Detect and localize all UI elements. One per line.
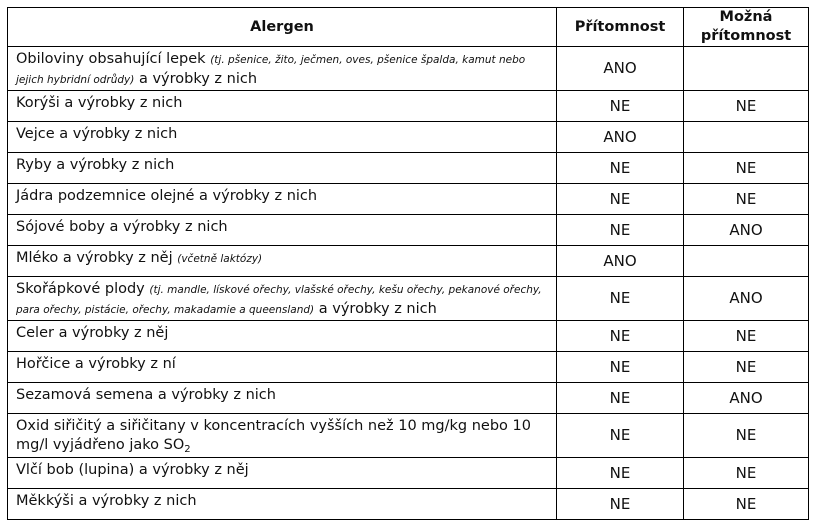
presence-value: NE [557, 321, 684, 352]
presence-value: NE [557, 277, 684, 321]
possible-presence-value: NE [684, 91, 809, 122]
presence-value: NE [557, 383, 684, 414]
table-row [8, 47, 809, 91]
table-row [8, 246, 809, 277]
possible-presence-value: NE [684, 352, 809, 383]
allergen-name: Sezamová semena a výrobky z nich [8, 383, 557, 414]
allergen-name [8, 246, 557, 277]
allergen-name: Sójové boby a výrobky z nich [8, 215, 557, 246]
possible-presence-value: NE [684, 489, 809, 520]
allergen-label: Mléko a výrobky z něj [16, 250, 173, 266]
presence-value: NE [557, 91, 684, 122]
presence-value: NE [557, 215, 684, 246]
possible-presence-value: NE [684, 414, 809, 458]
table-row [8, 122, 809, 153]
table-row [8, 458, 809, 489]
allergen-name [8, 47, 557, 91]
presence-value: ANO [557, 47, 684, 91]
possible-presence-value: ANO [684, 215, 809, 246]
possible-presence-value [684, 122, 809, 153]
possible-presence-value: ANO [684, 383, 809, 414]
header-presence: Přítomnost [557, 8, 684, 47]
presence-value: NE [557, 489, 684, 520]
allergen-label: Oxid siřičitý a siřičitany v koncentracích vyšších než 10 mg/kg nebo 10 mg/l vyjádřeno jako SO [16, 418, 531, 453]
presence-value: NE [557, 184, 684, 215]
allergen-name: Celer a výrobky z něj [8, 321, 557, 352]
table-row [8, 277, 809, 321]
allergen-note: (tj. mandle, lískové ořechy, vlašské ořechy, kešu ořechy, pekanové ořechy, para ořechy, pistácie, ořechy, makadamie a queensland) [16, 284, 542, 316]
possible-presence-value [684, 246, 809, 277]
possible-presence-value: NE [684, 184, 809, 215]
possible-presence-value: NE [684, 153, 809, 184]
allergen-label: Obiloviny obsahující lepek [16, 51, 206, 67]
header-possible-presence: Možná přítomnost [684, 8, 809, 47]
table-row [8, 184, 809, 215]
possible-presence-value: ANO [684, 277, 809, 321]
presence-value: ANO [557, 246, 684, 277]
table-row [8, 414, 809, 458]
allergen-name: Měkkýši a výrobky z nich [8, 489, 557, 520]
allergen-note: (včetně laktózy) [177, 253, 263, 265]
possible-presence-value: NE [684, 458, 809, 489]
allergen-name [8, 277, 557, 321]
allergen-table [7, 7, 809, 520]
table-row [8, 215, 809, 246]
allergen-name: Korýši a výrobky z nich [8, 91, 557, 122]
table-row [8, 153, 809, 184]
table-row [8, 383, 809, 414]
allergen-label: Skořápkové plody [16, 281, 145, 297]
presence-value: NE [557, 458, 684, 489]
table-row [8, 321, 809, 352]
allergen-name [8, 414, 557, 458]
allergen-note: (tj. pšenice, žito, ječmen, oves, pšenice špalda, kamut nebo jejich hybridní odrůdy) [16, 54, 526, 86]
allergen-name: Vejce a výrobky z nich [8, 122, 557, 153]
possible-presence-value: NE [684, 321, 809, 352]
table-row [8, 91, 809, 122]
table-row [8, 352, 809, 383]
presence-value: NE [557, 352, 684, 383]
allergen-name: Jádra podzemnice olejné a výrobky z nich [8, 184, 557, 215]
presence-value: NE [557, 414, 684, 458]
allergen-name: Vlčí bob (lupina) a výrobky z něj [8, 458, 557, 489]
possible-presence-value [684, 47, 809, 91]
header-row [8, 8, 809, 47]
allergen-name: Hořčice a výrobky z ní [8, 352, 557, 383]
presence-value: ANO [557, 122, 684, 153]
allergen-suffix: a výrobky z nich [318, 301, 437, 317]
allergen-name: Ryby a výrobky z nich [8, 153, 557, 184]
presence-value: NE [557, 153, 684, 184]
header-allergen: Alergen [8, 8, 557, 47]
table-row [8, 489, 809, 520]
subscript: 2 [184, 444, 191, 455]
allergen-suffix: a výrobky z nich [138, 71, 258, 87]
